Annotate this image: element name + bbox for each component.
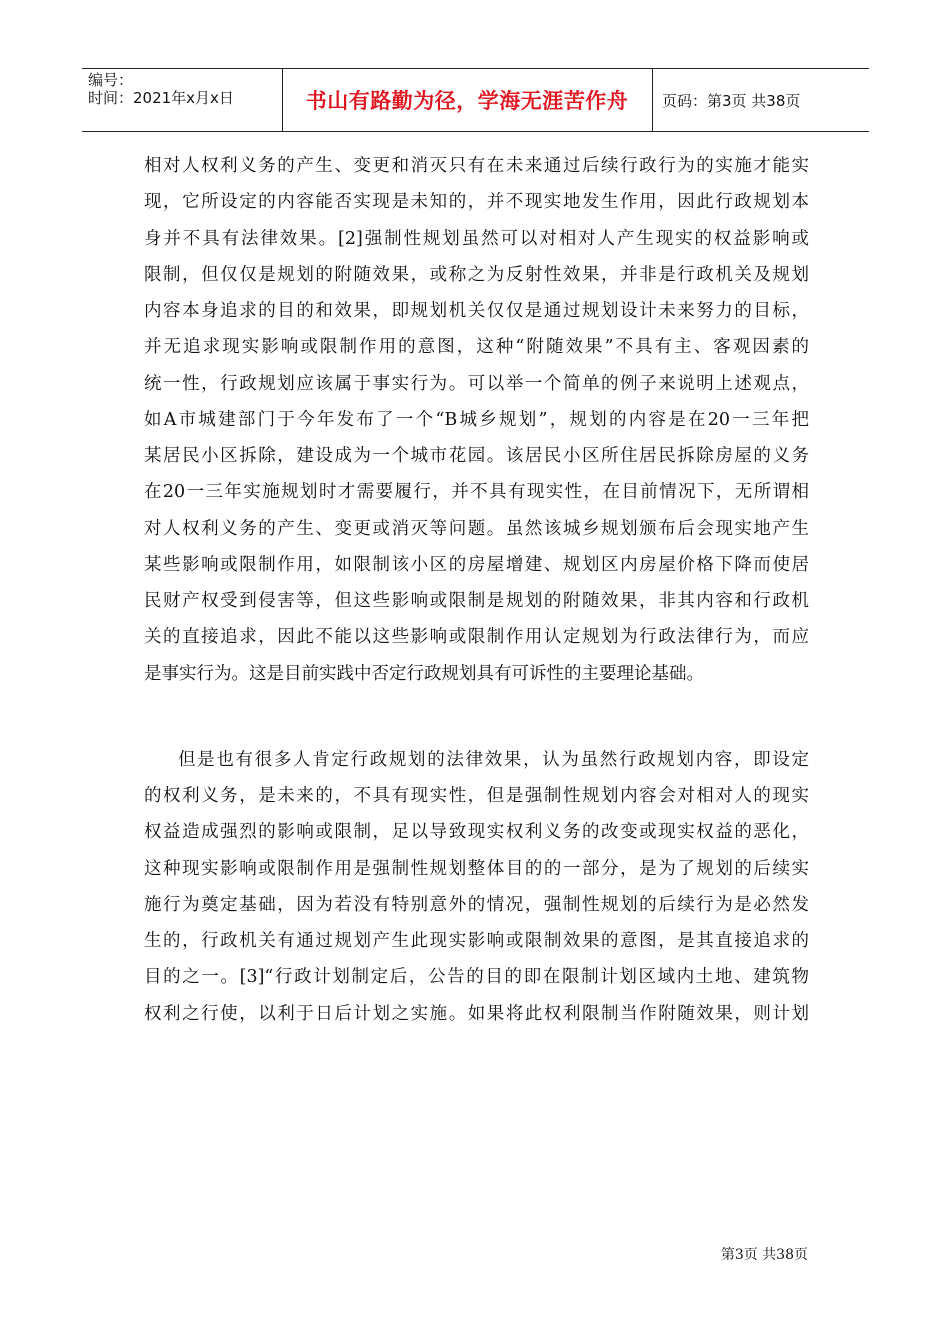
paragraph-line: 统一性，行政规划应该属于事实行为。可以举一个简单的例子来说明上述观点， [144, 373, 809, 394]
document-body [144, 148, 809, 1032]
paragraph-line: 并无追求现实影响或限制作用的意图，这种“附随效果”不具有主、客观因素的 [144, 337, 809, 358]
header-motto: 书山有路勤为径，学海无涯苦作舟 [305, 89, 629, 113]
paragraph-line: 民财产权受到侵害等，但这些影响或限制是规划的附随效果，非其内容和行政机 [144, 591, 809, 611]
paragraph-line: 某些影响或限制作用，如限制该小区的房屋增建、规划区内房屋价格下降而使居 [144, 554, 809, 575]
paragraph-line: 生的，行政机关有通过规划产生此现实影响或限制效果的意图，是其直接追求的 [144, 931, 809, 951]
paragraph-line: 如A市城建部门于今年发布了一个“B城乡规划”，规划的内容是在20一三年把 [144, 409, 809, 430]
paragraph-line: 是事实行为。这是目前实践中否定行政规划具有可诉性的主要理论基础。 [144, 663, 704, 684]
paragraph-line: 现，它所设定的内容能否实现是未知的，并不现实地发生作用，因此行政规划本 [144, 192, 809, 213]
paragraph-line: 对人权利义务的产生、变更或消灭等问题。虽然该城乡规划颁布后会现实地产生 [144, 518, 809, 539]
paragraph-line: 身并不具有法律效果。[2]强制性规划虽然可以对相对人产生现实的权益影响或 [144, 228, 809, 249]
paragraph-line: 权利之行使，以利于日后计划之实施。如果将此权利限制当作附随效果，则计划 [144, 1003, 809, 1024]
header-page-info: 页码：第3页 共38页 [662, 91, 801, 110]
paragraph-line: 施行为奠定基础，因为若没有特别意外的情况，强制性规划的后续行为是必然发 [144, 894, 809, 915]
page-header [82, 68, 869, 132]
header-meta [88, 71, 234, 107]
paragraph-line: 权益造成强烈的影响或限制，足以导致现实权利义务的改变或现实权益的恶化， [144, 822, 809, 843]
paragraph-line: 限制，但仅仅是规划的附随效果，或称之为反射性效果，并非是行政机关及规划 [144, 264, 809, 285]
paragraph-line: 这种现实影响或限制作用是强制性规划整体目的的一部分，是为了规划的后续实 [144, 858, 809, 879]
paragraph-gap [144, 692, 809, 742]
page-footer-number: 第3页 共38页 [720, 1247, 808, 1263]
paragraph-2 [144, 742, 809, 1032]
paragraph-line: 目的之一。[3]“行政计划制定后，公告的目的即在限制计划区域内土地、建筑物 [144, 967, 809, 988]
paragraph-line: 关的直接追求，因此不能以这些影响或限制作用认定规划为行政法律行为，而应 [144, 627, 809, 648]
paragraph-line: 某居民小区拆除，建设成为一个城市花园。该居民小区所住居民拆除房屋的义务 [144, 446, 809, 466]
paragraph-line: 在20一三年实施规划时才需要履行，并不具有现实性，在目前情况下，无所谓相 [144, 482, 809, 503]
paragraph-line: 相对人权利义务的产生、变更和消灭只有在未来通过后续行政行为的实施才能实 [144, 156, 809, 176]
paragraph-line: 内容本身追求的目的和效果，即规划机关仅仅是通过规划设计未来努力的目标， [144, 301, 809, 321]
paragraph-line: 的权利义务，是未来的，不具有现实性，但是强制性规划内容会对相对人的现实 [144, 786, 809, 806]
paragraph-1 [144, 148, 809, 692]
document-time-label: 时间：2021年x月x日 [88, 89, 234, 107]
document-number-label: 编号： [88, 71, 134, 89]
header-divider-right [652, 69, 653, 131]
paragraph-line: 但是也有很多人肯定行政规划的法律效果，认为虽然行政规划内容，即设定 [178, 749, 809, 770]
